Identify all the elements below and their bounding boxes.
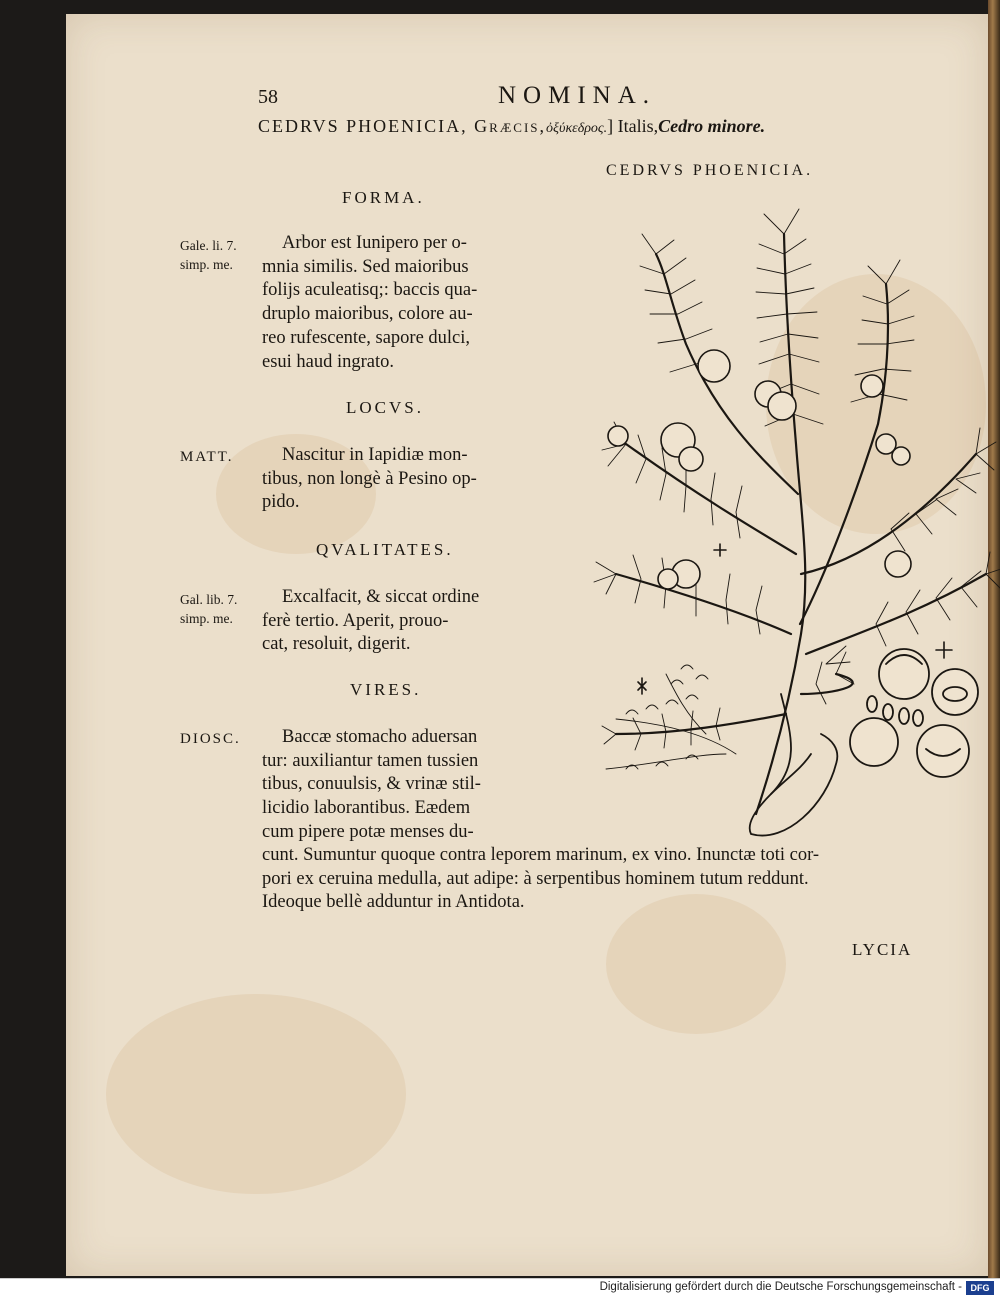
- figure-caption: CEDRVS PHOENICIA.: [606, 162, 814, 179]
- section-heading-vires: VIRES.: [350, 680, 422, 699]
- text-line: cunt. Sumuntur quoque contra leporem marinum, ex vino. Inunctæ toti cor-: [262, 845, 820, 865]
- digitization-footer: [0, 1278, 1000, 1298]
- text-line: Nascitur in Iapidiæ mon-: [282, 445, 468, 465]
- margin-note-line: DIOSC.: [180, 731, 241, 747]
- text-line: cat, resoluit, digerit.: [262, 634, 411, 655]
- text-line: pido.: [262, 492, 300, 513]
- trunk: [750, 694, 838, 836]
- names-italian-label: ] Italis,: [607, 116, 659, 136]
- text-line: reo rufescente, sapore dulci,: [262, 327, 471, 348]
- text-line: Excalfacit, & siccat ordine: [282, 587, 480, 607]
- margin-note-line: simp. me.: [180, 611, 233, 626]
- needle-strokes: [594, 209, 1000, 750]
- text-locus: [262, 444, 477, 515]
- text-line: tibus, non longè à Pesino op-: [262, 468, 477, 489]
- fruit-details: [850, 649, 978, 777]
- names-greek: ὀξύκεδρος.: [546, 121, 608, 136]
- berries: [608, 350, 911, 589]
- margin-note-locus: [180, 448, 233, 467]
- dfg-logo: DFG: [966, 1281, 994, 1295]
- margin-note-line: Gale. li. 7.: [180, 238, 237, 253]
- names-latin: CEDRVS PHOENICIA, Græcis,: [258, 116, 547, 136]
- text-line: licidio laborantibus. Eædem: [262, 798, 471, 819]
- margin-note-qualitates: [180, 590, 237, 628]
- text-line: Ideoque bellè adduntur in Antidota.: [262, 892, 525, 913]
- text-line: druplo maioribus, colore au-: [262, 304, 473, 325]
- text-qualitates: [262, 586, 479, 657]
- section-heading-forma: FORMA.: [342, 188, 425, 207]
- margin-note-line: Gal. lib. 7.: [180, 592, 238, 607]
- margin-note-line: simp. me.: [180, 257, 233, 272]
- text-line: folijs aculeatisq;: baccis qua-: [262, 280, 478, 301]
- margin-note-forma: [180, 236, 237, 274]
- margin-note-vires: [180, 730, 241, 749]
- margin-note-line: MATT.: [180, 449, 234, 465]
- branch-strokes: [616, 234, 986, 814]
- text-vires-column: [262, 726, 481, 845]
- juniper-woodcut-illustration: [586, 194, 1000, 844]
- text-line: ferè tertio. Aperit, prouo-: [262, 610, 449, 631]
- text-line: pori ex ceruina medulla, aut adipe: à serpentibus hominem tutum reddunt.: [262, 868, 809, 889]
- text-vires-full: [262, 844, 819, 915]
- page-number: 58: [258, 86, 278, 108]
- section-heading-locus: LOCVS.: [346, 398, 424, 417]
- text-line: Arbor est Iunipero per o-: [282, 233, 467, 253]
- text-line: tur: auxiliantur tamen tussien: [262, 750, 479, 771]
- section-heading-qualitates: QVALITATES.: [316, 540, 454, 559]
- text-line: tibus, conuulsis, & vrinæ stil-: [262, 774, 481, 795]
- text-line: esui haud ingrato.: [262, 351, 395, 372]
- text-line: mnia similis. Sed maioribus: [262, 256, 469, 277]
- book-page: [66, 14, 988, 1276]
- names-italian: Cedro minore.: [658, 116, 766, 136]
- flowering-sprig: [606, 665, 736, 769]
- text-line: Baccæ stomacho aduersan: [282, 727, 478, 747]
- text-line: cum pipere potæ menses du-: [262, 821, 474, 842]
- catchword: LYCIA: [852, 940, 913, 959]
- running-head: NOMINA.: [498, 82, 657, 109]
- footer-credit: Digitalisierung gefördert durch die Deutsche Forschungsgemeinschaft -: [599, 1281, 962, 1293]
- text-forma: [262, 232, 477, 374]
- names-line: [258, 116, 765, 137]
